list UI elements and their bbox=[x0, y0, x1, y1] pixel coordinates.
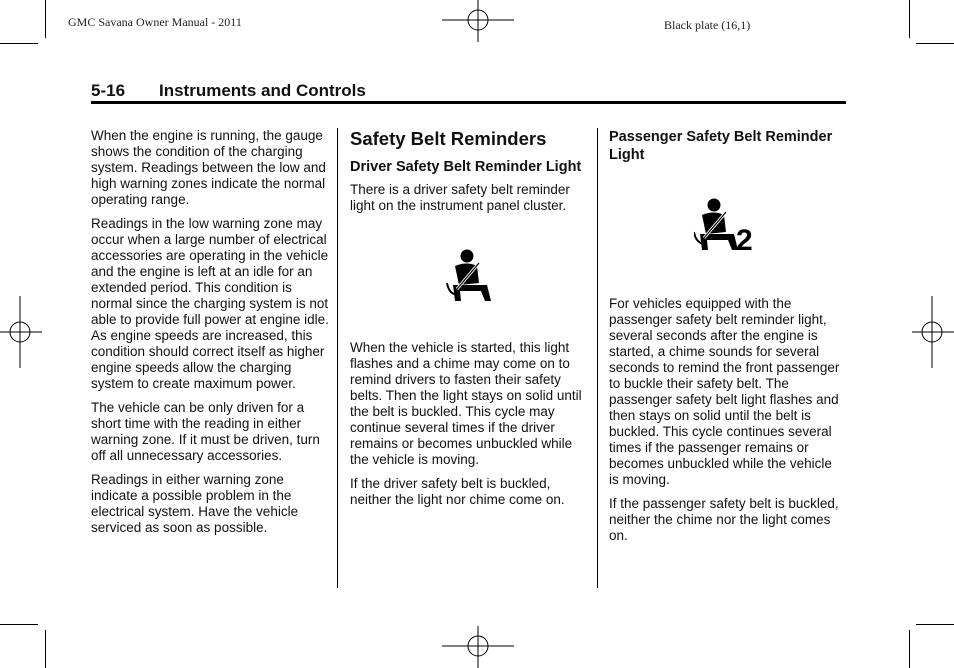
paragraph: The vehicle can be only driven for a short time with the reading in either warning zone. If it must be driven, turn off all unnecessary accessories. bbox=[91, 400, 320, 463]
passenger-seatbelt-icon bbox=[694, 198, 760, 254]
section-title: Instruments and Controls bbox=[159, 81, 366, 100]
paragraph: When the engine is running, the gauge shows the condition of the charging system. Readings between the low and high warning zones indicate the normal operating range. bbox=[91, 128, 326, 207]
column-divider bbox=[337, 128, 338, 588]
crop-mark bbox=[0, 624, 38, 625]
crop-mark bbox=[45, 0, 46, 38]
seatbelt-icon bbox=[445, 249, 493, 303]
subheading: Driver Safety Belt Reminder Light bbox=[350, 159, 582, 175]
crop-mark bbox=[916, 624, 954, 625]
registration-mark-bottom bbox=[442, 626, 514, 668]
passenger-number-label: 2 bbox=[736, 224, 753, 254]
registration-mark-right bbox=[912, 296, 954, 368]
paragraph: Readings in either warning zone indicate a possible problem in the electrical system. Have the vehicle serviced as soon as possible. bbox=[91, 472, 299, 535]
paragraph: Readings in the low warning zone may occur when a large number of electrical accessories are operating in the vehicle and the engine is left at an idle for an extended period. This condition is normal since the charging system is not able to provide full power at engine idle. As engine speeds are increased, this condition should correct itself as higher engine speeds allow the charging system to create maximum power. bbox=[91, 216, 329, 391]
passenger-seatbelt-icon-box bbox=[609, 170, 845, 282]
column-2 bbox=[350, 128, 588, 516]
registration-mark-top bbox=[442, 0, 514, 42]
column-divider bbox=[597, 128, 598, 588]
manual-title: GMC Savana Owner Manual - 2011 bbox=[68, 15, 242, 29]
crop-mark bbox=[916, 43, 954, 44]
paragraph: For vehicles equipped with the passenger safety belt reminder light, several seconds after the engine is started, a chime sounds for several seconds to remind the front passenger to buckle their safety belt. The passenger safety belt light flashes and then stays on solid until the belt is buckled. This cycle continues several times if the passenger remains or becomes unbuckled while the vehicle is moving. bbox=[609, 296, 840, 487]
section-rule bbox=[91, 101, 846, 104]
subheading: Passenger Safety Belt Reminder Light bbox=[609, 129, 833, 163]
section-heading: Safety Belt Reminders bbox=[350, 128, 547, 149]
paragraph: When the vehicle is started, this light flashes and a chime may come on to remind drivers to fasten their safety belts. Then the light stays on solid until the belt is buckled. This cycle may continue several times if the driver remains or becomes unbuckled while the vehicle is moving. bbox=[350, 340, 582, 467]
column-1 bbox=[91, 128, 331, 544]
page-number: 5-16 bbox=[91, 81, 126, 100]
crop-mark bbox=[0, 43, 38, 44]
paragraph: If the driver safety belt is buckled, neither the light nor chime come on. bbox=[350, 476, 565, 507]
crop-mark bbox=[45, 630, 46, 668]
seatbelt-icon-box bbox=[350, 222, 588, 330]
column-3 bbox=[609, 128, 845, 552]
paragraph: There is a driver safety belt reminder light on the instrument panel cluster. bbox=[350, 182, 570, 213]
crop-mark bbox=[909, 0, 910, 38]
paragraph: If the passenger safety belt is buckled, neither the chime nor the light comes on. bbox=[609, 496, 839, 543]
plate-label: Black plate (16,1) bbox=[664, 18, 751, 32]
crop-mark bbox=[909, 630, 910, 668]
registration-mark-left bbox=[0, 296, 42, 368]
